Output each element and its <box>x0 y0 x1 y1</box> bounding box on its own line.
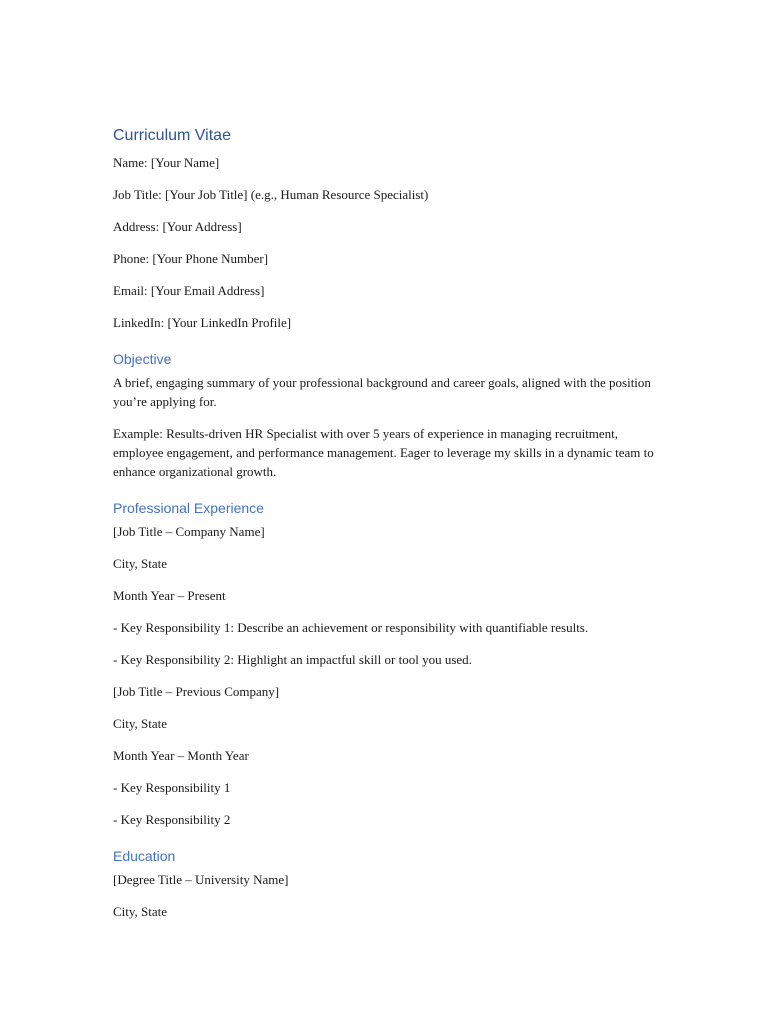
contact-name: Name: [Your Name] <box>113 155 220 170</box>
objective-example: Example: Results-driven HR Specialist with over 5 years of experience in managing recruitment, employee engagement, and performance management. Eager to leverage my skills in a dynamic team to enhance organizational growth. <box>113 426 654 479</box>
job1-title: [Job Title – Company Name] <box>113 524 265 539</box>
experience-section <box>113 494 658 829</box>
document-page <box>113 122 658 934</box>
job2-dates: Month Year – Month Year <box>113 748 249 763</box>
job2-responsibility-1: - Key Responsibility 1 <box>113 780 231 795</box>
contact-address: Address: [Your Address] <box>113 219 242 234</box>
contact-section <box>113 153 658 332</box>
job1-responsibility-2: - Key Responsibility 2: Highlight an impactful skill or tool you used. <box>113 652 472 667</box>
education-heading: Education <box>113 848 176 864</box>
job1-location: City, State <box>113 556 168 571</box>
contact-linkedin: LinkedIn: [Your LinkedIn Profile] <box>113 315 292 330</box>
degree-title: [Degree Title – University Name] <box>113 872 289 887</box>
contact-email: Email: [Your Email Address] <box>113 283 265 298</box>
objective-heading: Objective <box>113 351 172 367</box>
objective-summary: A brief, engaging summary of your professional background and career goals, aligned with the position you’re applying for. <box>113 375 651 409</box>
job1-responsibility-1: - Key Responsibility 1: Describe an achievement or responsibility with quantifiable results. <box>113 620 589 635</box>
document-title: Curriculum Vitae <box>113 127 231 144</box>
job2-location: City, State <box>113 716 168 731</box>
education-section <box>113 842 658 921</box>
degree-location: City, State <box>113 904 168 919</box>
contact-job-title: Job Title: [Your Job Title] (e.g., Human Resource Specialist) <box>113 187 429 202</box>
job2-title: [Job Title – Previous Company] <box>113 684 280 699</box>
experience-heading: Professional Experience <box>113 500 264 516</box>
job2-responsibility-2: - Key Responsibility 2 <box>113 812 231 827</box>
contact-phone: Phone: [Your Phone Number] <box>113 251 269 266</box>
job1-dates: Month Year – Present <box>113 588 226 603</box>
objective-section <box>113 345 658 481</box>
